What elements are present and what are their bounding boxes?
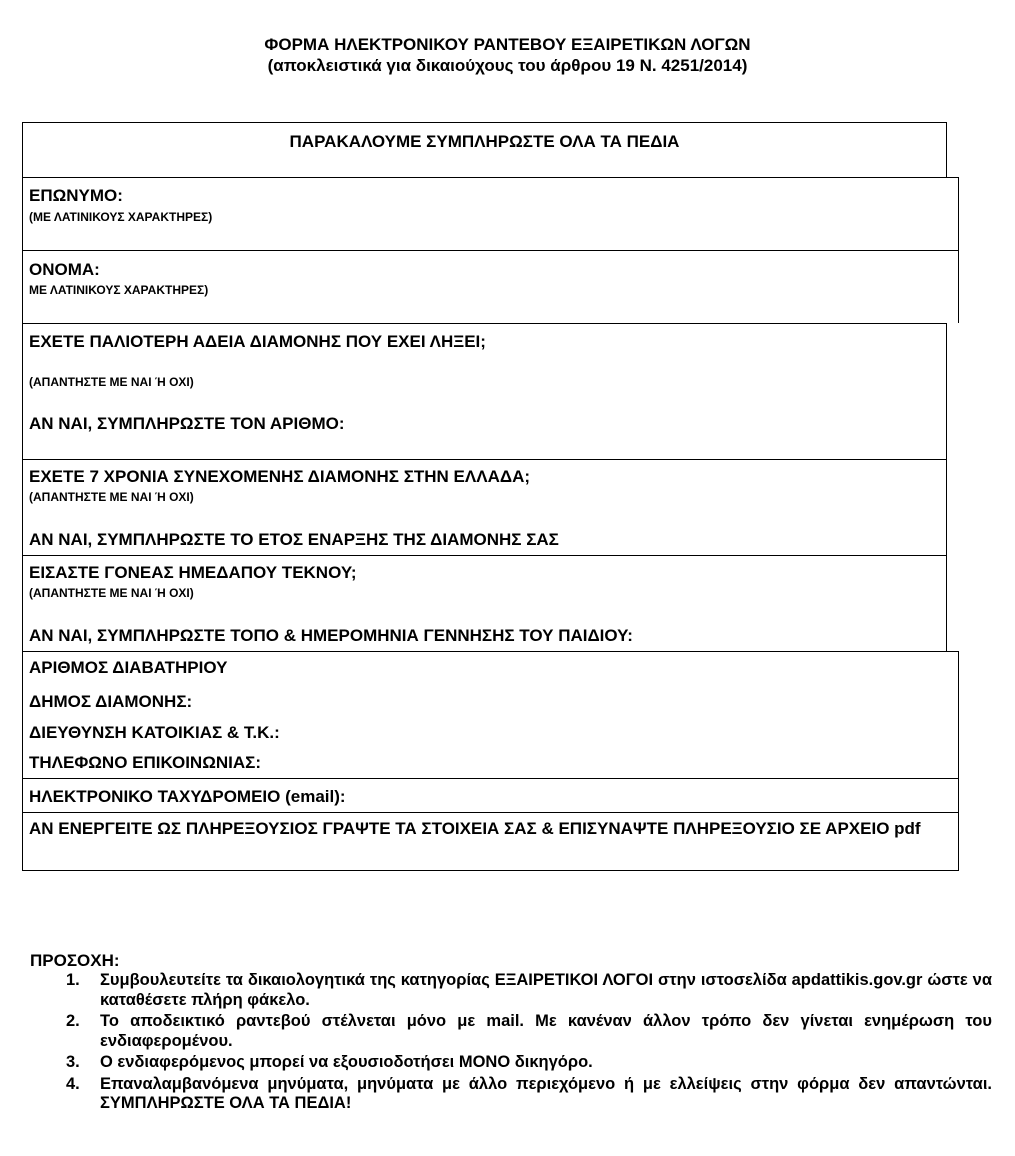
name-field[interactable] xyxy=(22,250,959,323)
old-permit-note: (ΑΠΑΝΤΗΣΤΕ ΜΕ ΝΑΙ Ή ΟΧΙ) xyxy=(29,375,194,389)
parent-note: (ΑΠΑΝΤΗΣΤΕ ΜΕ ΝΑΙ Ή ΟΧΙ) xyxy=(29,586,194,600)
name-note: ΜΕ ΛΑΤΙΝΙΚΟΥΣ ΧΑΡΑΚΤΗΡΕΣ) xyxy=(29,283,209,297)
seven-years-field[interactable] xyxy=(22,459,947,555)
address-field[interactable] xyxy=(22,716,959,747)
parent-followup: ΑΝ ΝΑΙ, ΣΥΜΠΛΗΡΩΣΤΕ ΤΟΠΟ & ΗΜΕΡΟΜΗΝΙΑ ΓΕΝΝΗΣΗΣ ΤΟΥ ΠΑΙΔΙΟΥ: xyxy=(29,626,633,645)
email-label: ΗΛΕΚΤΡΟΝΙΚΟ ΤΑΧΥΔΡΟΜΕΙΟ (email): xyxy=(29,787,346,806)
title-line-2: (αποκλειστικά για δικαιούχους του άρθρου 19 Ν. 4251/2014) xyxy=(267,56,748,75)
attorney-field[interactable] xyxy=(22,812,959,871)
seven-years-question: ΕΧΕΤΕ 7 ΧΡΟΝΙΑ ΣΥΝΕΧΟΜΕΝΗΣ ΔΙΑΜΟΝΗΣ ΣΤΗΝ ΕΛΛΑΔΑ; xyxy=(29,467,531,486)
note-item: 2. Το αποδεικτικό ραντεβού στέλνεται μόνο με mail. Με κανέναν άλλον τρόπο δεν γίνεται ενημέρωση του ενδιαφερομένου. xyxy=(66,1012,992,1050)
notes-list xyxy=(30,971,992,1114)
seven-years-note: (ΑΠΑΝΤΗΣΤΕ ΜΕ ΝΑΙ Ή ΟΧΙ) xyxy=(29,490,194,504)
note-item: 3. Ο ενδιαφερόμενος μπορεί να εξουσιοδοτήσει ΜΟΝΟ δικηγόρο. xyxy=(66,1053,593,1071)
municipality-label: ΔΗΜΟΣ ΔΙΑΜΟΝΗΣ: xyxy=(29,692,193,711)
attorney-label: ΑΝ ΕΝΕΡΓΕΙΤΕ ΩΣ ΠΛΗΡΕΞΟΥΣΙΟΣ ΓΡΑΨΤΕ ΤΑ ΣΤΟΙΧΕΙΑ ΣΑΣ & ΕΠΙΣΥΝΑΨΤΕ ΠΛΗΡΕΞΟΥΣΙΟ ΣΕ ΑΡΧΕΙΟ pdf xyxy=(29,819,921,838)
email-field[interactable] xyxy=(22,778,959,812)
parent-question: ΕΙΣΑΣΤΕ ΓΟΝΕΑΣ ΗΜΕΔΑΠΟΥ ΤΕΚΝΟΥ; xyxy=(29,563,357,582)
document-title xyxy=(0,34,1015,76)
surname-label: ΕΠΩΝΥΜΟ: xyxy=(29,186,123,205)
attention-notes xyxy=(30,951,992,1116)
address-label: ΔΙΕΥΘΥΝΣΗ ΚΑΤΟΙΚΙΑΣ & Τ.Κ.: xyxy=(29,723,280,742)
surname-field[interactable] xyxy=(22,177,959,250)
passport-field[interactable] xyxy=(22,651,959,685)
phone-field[interactable] xyxy=(22,747,959,778)
note-text: Επαναλαμβανόμενα μηνύματα, μηνύματα με άλλο περιεχόμενο ή με ελλείψεις στην φόρμα δεν απαντώνται. ΣΥΜΠΛΗΡΩΣΤΕ ΟΛΑ ΤΑ ΠΕΔΙΑ! xyxy=(100,1074,992,1112)
appointment-form xyxy=(22,122,959,871)
title-line-1: ΦΟΡΜΑ ΗΛΕΚΤΡΟΝΙΚΟΥ ΡΑΝΤΕΒΟΥ ΕΞΑΙΡΕΤΙΚΩΝ ΛΟΓΩΝ xyxy=(264,35,751,54)
parent-field[interactable] xyxy=(22,555,947,651)
phone-label: ΤΗΛΕΦΩΝΟ ΕΠΙΚΟΙΝΩΝΙΑΣ: xyxy=(29,753,261,772)
note-item: 4. Επαναλαμβανόμενα μηνύματα, μηνύματα με άλλο περιεχόμενο ή με ελλείψεις στην φόρμα δεν απαντώνται. ΣΥΜΠΛΗΡΩΣΤΕ ΟΛΑ ΤΑ ΠΕΔΙΑ! xyxy=(66,1074,992,1112)
municipality-field[interactable] xyxy=(22,685,959,716)
surname-note: (ΜΕ ΛΑΤΙΝΙΚΟΥΣ ΧΑΡΑΚΤΗΡΕΣ) xyxy=(29,210,213,224)
note-text: Συμβουλευτείτε τα δικαιολογητικά της κατηγορίας ΕΞΑΙΡΕΤΙΚΟΙ ΛΟΓΟΙ στην ιστοσελίδα apdattikis.gov.gr ώστε να καταθέσετε πλήρη φάκελο. xyxy=(100,971,992,1009)
seven-years-followup: ΑΝ ΝΑΙ, ΣΥΜΠΛΗΡΩΣΤΕ ΤΟ ΕΤΟΣ ΕΝΑΡΞΗΣ ΤΗΣ ΔΙΑΜΟΝΗΣ ΣΑΣ xyxy=(29,530,559,549)
form-header xyxy=(22,122,947,177)
note-text: Το αποδεικτικό ραντεβού στέλνεται μόνο με mail. Με κανέναν άλλον τρόπο δεν γίνεται ενημέρωση του ενδιαφερομένου. xyxy=(100,1012,992,1050)
note-text: Ο ενδιαφερόμενος μπορεί να εξουσιοδοτήσει ΜΟΝΟ δικηγόρο. xyxy=(100,1053,593,1071)
old-permit-question: ΕΧΕΤΕ ΠΑΛΙΟΤΕΡΗ ΑΔΕΙΑ ΔΙΑΜΟΝΗΣ ΠΟΥ ΕΧΕΙ ΛΗΞΕΙ; xyxy=(29,332,486,351)
old-permit-field[interactable] xyxy=(22,323,947,459)
name-label: ΟΝΟΜΑ: xyxy=(29,260,100,279)
passport-label: ΑΡΙΘΜΟΣ ΔΙΑΒΑΤΗΡΙΟΥ xyxy=(29,658,228,677)
form-header-text: ΠΑΡΑΚΑΛΟΥΜΕ ΣΥΜΠΛΗΡΩΣΤΕ ΟΛΑ ΤΑ ΠΕΔΙΑ xyxy=(289,132,680,151)
notes-heading: ΠΡΟΣΟΧΗ: xyxy=(30,951,120,970)
old-permit-followup: ΑΝ ΝΑΙ, ΣΥΜΠΛΗΡΩΣΤΕ ΤΟΝ ΑΡΙΘΜΟ: xyxy=(29,414,345,433)
note-item: 1. Συμβουλευτείτε τα δικαιολογητικά της κατηγορίας ΕΞΑΙΡΕΤΙΚΟΙ ΛΟΓΟΙ στην ιστοσελίδα apdattikis.gov.gr ώστε να καταθέσετε πλήρη φάκελο. xyxy=(66,971,992,1009)
